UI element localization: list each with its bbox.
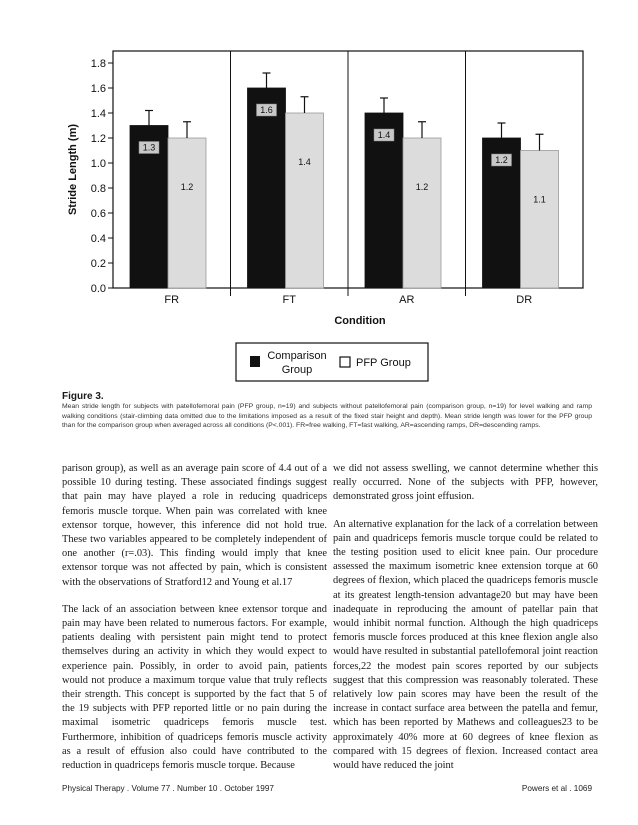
y-tick-label: 1.0 bbox=[90, 158, 106, 170]
body-column-right bbox=[333, 462, 598, 786]
x-tick-label: AR bbox=[399, 294, 415, 306]
bar-pfp bbox=[286, 113, 324, 288]
x-tick-label: FR bbox=[164, 294, 180, 306]
legend-label-pfp: PFP Group bbox=[356, 357, 411, 369]
bar-pfp bbox=[403, 138, 441, 288]
y-tick-label: 1.2 bbox=[90, 133, 106, 145]
y-tick-label: 1.4 bbox=[90, 108, 106, 120]
y-tick-label: 1.8 bbox=[90, 58, 106, 70]
y-tick-label: 0.0 bbox=[90, 283, 106, 295]
stride-length-chart bbox=[0, 0, 638, 390]
figure-caption: Mean stride length for subjects with patellofemoral pain (PFP group, n=19) and subjects without patellofemoral pain (comparison group, n=19) for level walking and ramp walking conditions (stair-climbing data omitted due to the limitations imposed as a result of the fixed stair height and depth). Mean stride length was lower for the PFP group than for the comparison group when averaged across all conditions (P<.001). FR=free walking, FT=fast walking, AR=ascending ramps, DR=descending ramps. bbox=[62, 403, 592, 430]
figure-label: Figure 3. bbox=[62, 391, 104, 402]
legend-swatch-pfp bbox=[340, 357, 350, 367]
value-label: 1.4 bbox=[377, 130, 391, 140]
y-tick-label: 0.4 bbox=[90, 233, 106, 245]
x-tick-label: FT bbox=[282, 294, 296, 306]
x-axis-label: Condition bbox=[334, 315, 386, 327]
body-paragraph: The lack of an association between knee extensor torque and pain may have been related to numerous factors. For example, patients dealing with persistent pain might tend to protect themselves during an activity in which they would expect to experience pain. Possibly, in order to avoid pain, patients would not produce a maximum torque value that truly reflects their strength. This concept is supported by the fact that 5 of the 19 subjects with PFP reported little or no pain during the maximal isometric quadriceps femoris muscle test. Furthermore, inhibition of quadriceps femoris muscle activity as a result of effusion also could have contributed to the reduction in quadriceps femoris muscle torque. Because bbox=[62, 603, 327, 772]
y-tick-label: 1.6 bbox=[90, 83, 106, 95]
footer-journal: Physical Therapy . Volume 77 . Number 10 . October 1997 bbox=[62, 784, 274, 793]
bar-pfp bbox=[168, 138, 206, 288]
legend-label-comparison: Group bbox=[281, 364, 313, 376]
value-label: 1.2 bbox=[180, 182, 194, 192]
y-tick-label: 0.8 bbox=[90, 183, 106, 195]
value-label: 1.2 bbox=[495, 155, 508, 165]
bar-pfp bbox=[521, 151, 559, 289]
body-paragraph: we did not assess swelling, we cannot determine whether this really occurred. None of the subjects with PFP, however, demonstrated gross joint effusion. bbox=[333, 463, 598, 503]
value-label: 1.4 bbox=[298, 157, 311, 167]
x-tick-label: DR bbox=[516, 294, 533, 306]
body-paragraph: An alternative explanation for the lack of a correlation between pain and quadriceps femoris muscle torque could be related to the testing position used to elicit knee pain. Our procedure assessed the maximum isometric knee extension torque at 60 degrees of flexion, which placed the quadriceps femoris muscle at its greatest length-tension advantage20 but may have been inadequate in reproducing the amount of patellar pain that would inhibit normal function. Although the high quadriceps femoris muscle forces produced at this knee flexion angle also would have resulted in substantial patellofemoral joint reaction forces,22 the modest pain scores reported by our subjects suggest that this compression was reasonably tolerated. These relatively low pain scores may have been the result of the increase in contact surface area between the patella and femur, which has been reported by Mathews and colleagues23 to be approximately 40% more at 60 degrees of knee flexion as compared with 15 degrees of flexion. Increased contact area would have reduced the joint bbox=[333, 518, 598, 772]
legend-label-comparison: Comparison bbox=[267, 350, 327, 362]
body-column-left bbox=[62, 462, 327, 786]
value-label: 1.6 bbox=[260, 105, 273, 115]
y-tick-label: 0.6 bbox=[90, 208, 106, 220]
y-tick-label: 0.2 bbox=[90, 258, 106, 270]
value-label: 1.1 bbox=[533, 194, 546, 205]
y-axis-label: Stride Length (m) bbox=[67, 123, 79, 216]
value-label: 1.3 bbox=[142, 142, 156, 153]
footer-page: Powers et al . 1069 bbox=[521, 784, 592, 793]
bar-comparison bbox=[248, 88, 286, 288]
body-paragraph: parison group), as well as an average pain score of 4.4 out of a possible 10 during testing. These associated findings suggest that pain may have played a role in reducing quadriceps femoris muscle torque. When pain was correlated with knee extensor torque, however, this inference did not hold true. These two variables appeared to be completely independent of one another (r=.03). This finding would imply that knee extensor torque was not affected by pain, which is consistent with the observations of Stratford12 and Young et al.17 bbox=[62, 463, 327, 588]
value-label: 1.2 bbox=[415, 182, 429, 192]
legend-swatch-comparison bbox=[250, 356, 260, 367]
